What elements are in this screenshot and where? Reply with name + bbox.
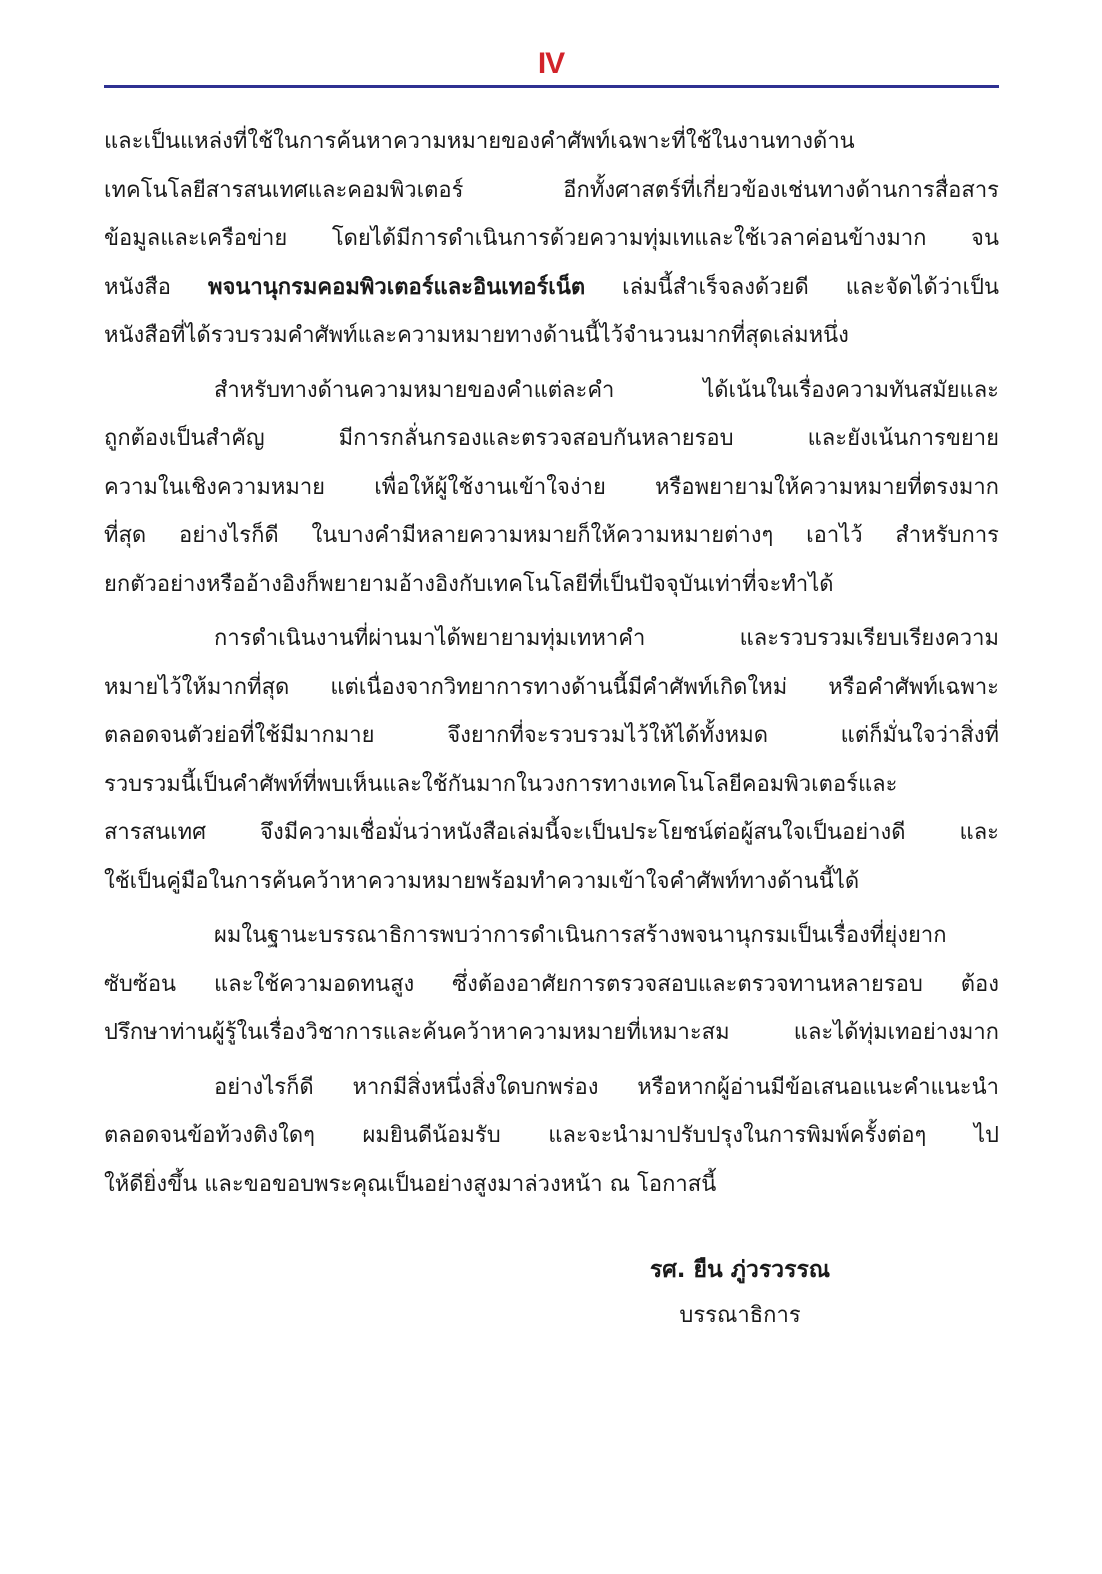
line-prefix: หนังสือ: [104, 274, 208, 300]
signatory-name: รศ. ยืน ภู่วรวรรณ: [649, 1257, 831, 1283]
header-rule: [104, 85, 999, 88]
text-line: ตลอดจนข้อท้วงติงใดๆ ผมยินดีน้อมรับ และจะนำมาปรับปรุงในการพิมพ์ครั้งต่อๆ ไป: [104, 1123, 999, 1148]
page-number: IV: [537, 47, 565, 80]
text-line: เทคโนโลยีสารสนเทศและคอมพิวเตอร์ อีกทั้งศาสตร์ที่เกี่ยวข้องเช่นทางด้านการสื่อสาร: [104, 177, 999, 203]
text-line: ที่สุด อย่างไรก็ดี ในบางคำมีหลายความหมายก็ให้ความหมายต่างๆ เอาไว้ สำหรับการ: [104, 523, 999, 548]
text-line: ให้ดียิ่งขึ้น และขอขอบพระคุณเป็นอย่างสูงมาล่วงหน้า ณ โอกาสนี้: [104, 1171, 717, 1197]
paragraph-5: [104, 1064, 999, 1210]
signature-block: [580, 1246, 900, 1338]
text-line: สำหรับทางด้านความหมายของคำแต่ละคำ ได้เน้นในเรื่องความทันสมัยและ: [214, 377, 999, 403]
text-line: ตลอดจนตัวย่อที่ใช้มีมากมาย จึงยากที่จะรวบรวมไว้ให้ได้ทั้งหมด แต่ก็มั่นใจว่าสิ่งที่: [104, 723, 999, 748]
text-line: ซับซ้อน และใช้ความอดทนสูง ซึ่งต้องอาศัยการตรวจสอบและตรวจทานหลายรอบ ต้อง: [104, 971, 999, 997]
text-line: ใช้เป็นคู่มือในการค้นคว้าหาความหมายพร้อมทำความเข้าใจคำศัพท์ทางด้านนี้ได้: [104, 868, 860, 894]
line-suffix: เล่มนี้สำเร็จลงด้วยดี และจัดได้ว่าเป็น: [585, 274, 999, 300]
text-line: ผมในฐานะบรรณาธิการพบว่าการดำเนินการสร้างพจนานุกรมเป็นเรื่องที่ยุ่งยาก: [214, 923, 947, 948]
paragraph-2: [104, 367, 999, 610]
text-line: ปรึกษาท่านผู้รู้ในเรื่องวิชาการและค้นคว้าหาความหมายที่เหมาะสม และได้ทุ่มเทอย่างมาก: [104, 1020, 999, 1045]
text-line: [104, 264, 999, 313]
text-line: สารสนเทศ จึงมีความเชื่อมั่นว่าหนังสือเล่มนี้จะเป็นประโยชน์ต่อผู้สนใจเป็นอย่างดี และ: [104, 820, 999, 845]
paragraph-1: [104, 118, 999, 361]
text-line: ข้อมูลและเครือข่าย โดยได้มีการดำเนินการด้วยความทุ่มเทและใช้เวลาค่อนข้างมาก จน: [104, 226, 999, 251]
text-line: ยกตัวอย่างหรืออ้างอิงก็พยายามอ้างอิงกับเทคโนโลยีที่เป็นปัจจุบันเท่าที่จะทำได้: [104, 571, 834, 597]
text-line: รวบรวมนี้เป็นคำศัพท์ที่พบเห็นและใช้กันมากในวงการทางเทคโนโลยีคอมพิวเตอร์และ: [104, 771, 898, 797]
text-line: หมายไว้ให้มากที่สุด แต่เนื่องจากวิทยาการทางด้านนี้มีคำศัพท์เกิดใหม่ หรือคำศัพท์เฉพาะ: [104, 674, 999, 700]
text-line: หนังสือที่ได้รวบรวมคำศัพท์และความหมายทางด้านนี้ไว้จำนวนมากที่สุดเล่มหนึ่ง: [104, 323, 849, 348]
text-line: ถูกต้องเป็นสำคัญ มีการกลั่นกรองและตรวจสอบกันหลายรอบ และยังเน้นการขยาย: [104, 426, 999, 451]
preface-body: [104, 118, 999, 1215]
text-line: อย่างไรก็ดี หากมีสิ่งหนึ่งสิ่งใดบกพร่อง หรือหากผู้อ่านมีข้อเสนอแนะคำแนะนำ: [214, 1074, 999, 1100]
text-line: การดำเนินงานที่ผ่านมาได้พยายามทุ่มเทหาคำ และรวบรวมเรียบเรียงความ: [214, 626, 999, 651]
signatory-role: บรรณาธิการ: [679, 1303, 801, 1328]
paragraph-4: [104, 912, 999, 1058]
text-line: ความในเชิงความหมาย เพื่อให้ผู้ใช้งานเข้าใจง่าย หรือพยายามให้ความหมายที่ตรงมาก: [104, 474, 999, 500]
paragraph-3: [104, 615, 999, 906]
text-line: และเป็นแหล่งที่ใช้ในการค้นหาความหมายของคำศัพท์เฉพาะที่ใช้ในงานทางด้าน: [104, 129, 855, 154]
book-title: พจนานุกรมคอมพิวเตอร์และอินเทอร์เน็ต: [207, 274, 586, 300]
